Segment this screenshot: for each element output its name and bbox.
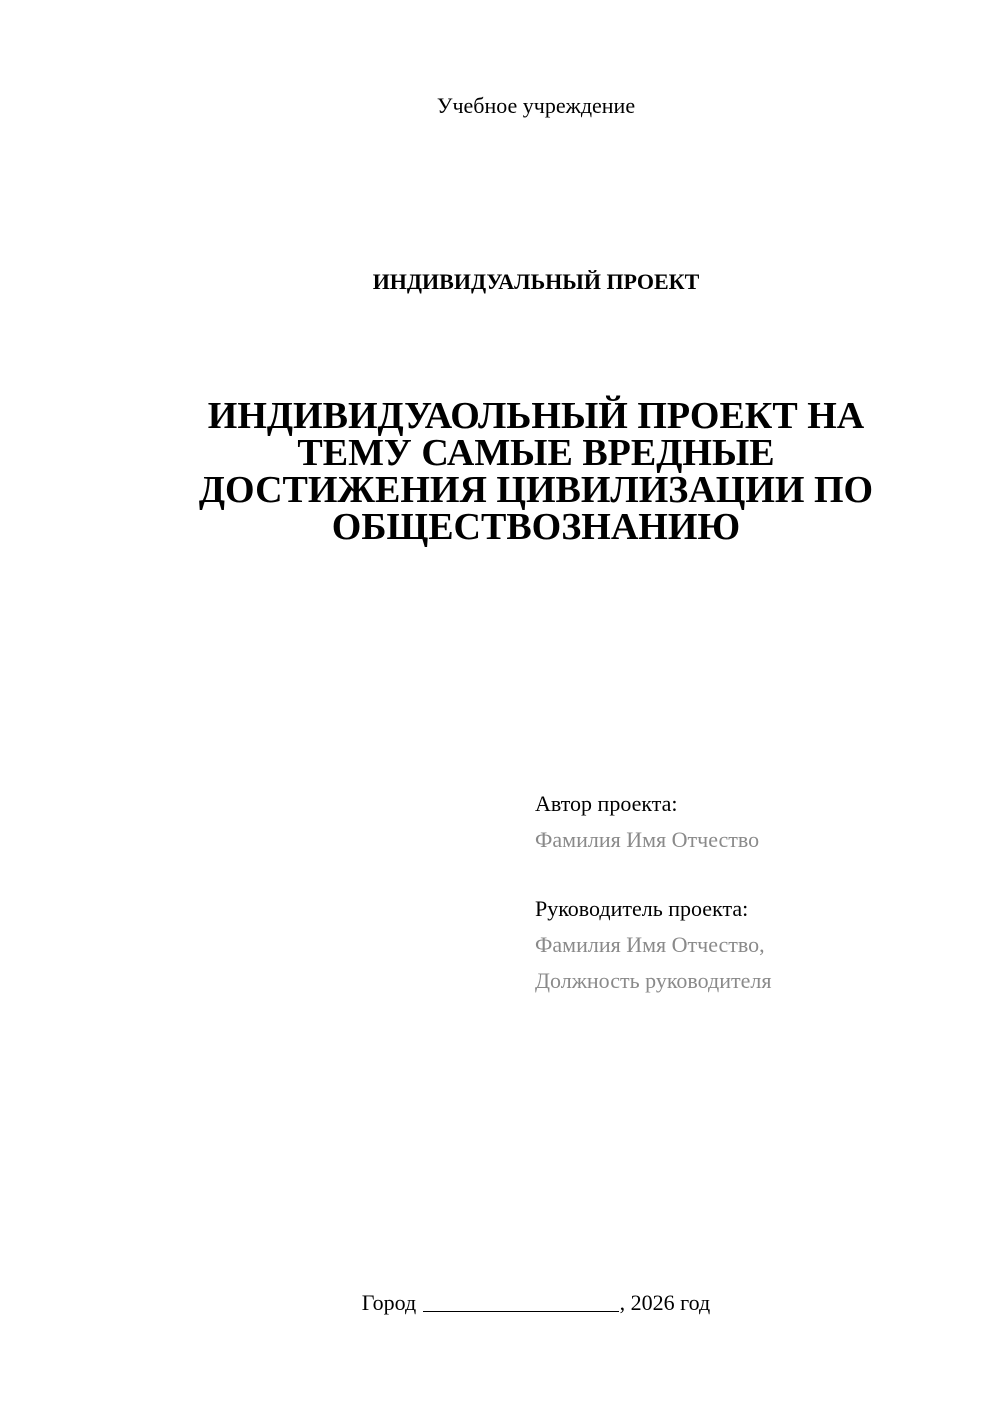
supervisor-position-placeholder: Должность руководителя [535,968,772,993]
supervisor-name-placeholder: Фамилия Имя Отчество, [535,932,765,957]
project-title [180,395,892,548]
institution-name: Учебное учреждение [436,93,636,118]
author-block [535,786,975,858]
project-title-line: ОБЩЕСТВОЗНАНИЮ [331,506,741,548]
city-year-line [0,1287,1000,1318]
supervisor-block [535,891,975,999]
project-title-line: ИНДИВИДУАОЛЬНЫЙ ПРОЕКТ НА [207,395,865,437]
city-label: Город [361,1290,417,1315]
year-text: , 2026 год [619,1290,711,1315]
author-name-placeholder: Фамилия Имя Отчество [535,827,760,852]
author-label: Автор проекта: [535,791,678,816]
city-blank-underline [423,1289,619,1312]
project-title-line: ДОСТИЖЕНИЯ ЦИВИЛИЗАЦИИ ПО [198,469,874,511]
supervisor-label: Руководитель проекта: [535,896,749,921]
project-title-line: ТЕМУ САМЫЕ ВРЕДНЫЕ [297,432,775,474]
document-type-heading: ИНДИВИДУАЛЬНЫЙ ПРОЕКТ [372,269,700,294]
